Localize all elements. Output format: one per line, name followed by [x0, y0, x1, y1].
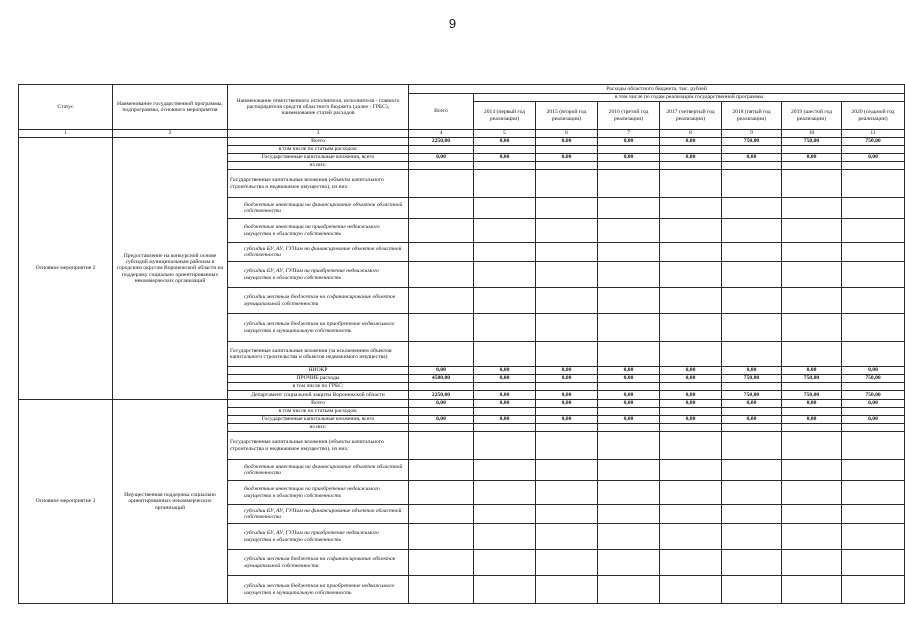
value-cell [660, 198, 722, 219]
value-cell [598, 424, 660, 432]
value-cell [782, 146, 842, 154]
row-label: из них: [228, 162, 409, 170]
value-cell [474, 170, 536, 198]
value-cell [660, 162, 722, 170]
value-cell [409, 342, 474, 367]
value-cell [474, 550, 536, 576]
value-cell [536, 198, 598, 219]
index-cell: 8 [660, 130, 722, 138]
value-cell [536, 481, 598, 505]
value-cell [598, 524, 660, 550]
value-cell [782, 383, 842, 391]
index-cell: 2 [113, 130, 228, 138]
index-cell: 1 [19, 130, 113, 138]
value-cell [660, 243, 722, 262]
value-cell [474, 288, 536, 314]
value-cell: 0,00 [536, 391, 598, 400]
value-cell: 0,00 [842, 367, 905, 375]
value-cell [782, 408, 842, 416]
value-cell [842, 383, 905, 391]
value-cell: 750,00 [722, 391, 782, 400]
value-cell [782, 524, 842, 550]
value-cell: 0,00 [660, 154, 722, 162]
value-cell [474, 314, 536, 342]
value-cell [536, 170, 598, 198]
value-cell [598, 288, 660, 314]
header-year-2016: 2016 (третий год реализации) [598, 102, 660, 130]
value-cell [409, 432, 474, 460]
value-cell: 0,00 [474, 391, 536, 400]
value-cell [598, 243, 660, 262]
value-cell [842, 424, 905, 432]
value-cell: 750,00 [842, 391, 905, 400]
value-cell [409, 243, 474, 262]
row-label: Государственные капитальные вложения, всего [228, 154, 409, 162]
value-cell: 0,00 [782, 400, 842, 408]
value-cell [842, 505, 905, 524]
value-cell [660, 262, 722, 288]
value-cell [842, 198, 905, 219]
value-cell [409, 288, 474, 314]
index-cell: 6 [536, 130, 598, 138]
value-cell [409, 162, 474, 170]
value-cell: 0,00 [598, 391, 660, 400]
row-label: Департамент социальной защиты Воронежской области [228, 391, 409, 400]
value-cell [782, 162, 842, 170]
value-cell: 0,00 [536, 154, 598, 162]
row-label: в том числе по статьям расходов: [228, 408, 409, 416]
header-year-2017: 2017 (четвертый год реализации) [660, 102, 722, 130]
value-cell: 0,00 [474, 138, 536, 146]
value-cell [536, 576, 598, 604]
value-cell [660, 383, 722, 391]
value-cell: 2250,00 [409, 138, 474, 146]
value-cell [722, 383, 782, 391]
value-cell [842, 524, 905, 550]
value-cell [598, 342, 660, 367]
value-cell [782, 198, 842, 219]
value-cell [474, 162, 536, 170]
table-row [19, 138, 905, 146]
value-cell [782, 576, 842, 604]
value-cell [474, 524, 536, 550]
value-cell [660, 146, 722, 154]
value-cell [722, 505, 782, 524]
value-cell [660, 288, 722, 314]
value-cell [409, 481, 474, 505]
value-cell [474, 408, 536, 416]
value-cell [409, 314, 474, 342]
value-cell [598, 460, 660, 481]
value-cell [722, 481, 782, 505]
value-cell [474, 262, 536, 288]
value-cell: 0,00 [409, 416, 474, 424]
value-cell [782, 262, 842, 288]
row-label: субсидии местным бюджетам на приобретение недвижимого имущества в муниципальную собственность [228, 576, 409, 604]
row-label: бюджетные инвестиции на финансирование объектов областной собственности [228, 460, 409, 481]
value-cell [598, 198, 660, 219]
value-cell [782, 432, 842, 460]
program-name-cell: Предоставление на конкурсной основе субсидий муниципальным районам и городским округам Воронежской области на поддержку социально ориентированных некоммерческих организаций [113, 138, 228, 400]
value-cell: 0,00 [409, 154, 474, 162]
value-cell [660, 481, 722, 505]
value-cell: 4500,00 [409, 375, 474, 383]
value-cell [474, 460, 536, 481]
index-cell: 7 [598, 130, 660, 138]
value-cell: 0,00 [782, 416, 842, 424]
value-cell [409, 505, 474, 524]
value-cell [536, 243, 598, 262]
value-cell [722, 198, 782, 219]
value-cell: 0,00 [598, 154, 660, 162]
header-total: Всего [409, 94, 474, 130]
value-cell [782, 505, 842, 524]
value-cell [536, 460, 598, 481]
value-cell [660, 432, 722, 460]
status-cell: Основное мероприятие 3 [19, 400, 113, 604]
value-cell [660, 576, 722, 604]
value-cell: 0,00 [842, 154, 905, 162]
value-cell: 0,00 [474, 375, 536, 383]
value-cell [598, 262, 660, 288]
value-cell [598, 146, 660, 154]
value-cell [536, 219, 598, 243]
value-cell [782, 460, 842, 481]
value-cell: 2250,00 [409, 391, 474, 400]
value-cell [782, 550, 842, 576]
value-cell [660, 424, 722, 432]
value-cell: 0,00 [536, 375, 598, 383]
header-year-2014: 2014 (первый год реализации) [474, 102, 536, 130]
value-cell [782, 481, 842, 505]
value-cell: 0,00 [536, 400, 598, 408]
value-cell [536, 550, 598, 576]
value-cell [598, 383, 660, 391]
value-cell [660, 505, 722, 524]
header-year-2019: 2019 (шестой год реализации) [782, 102, 842, 130]
value-cell [722, 170, 782, 198]
value-cell [536, 524, 598, 550]
value-cell: 0,00 [842, 400, 905, 408]
value-cell [782, 342, 842, 367]
value-cell [536, 408, 598, 416]
value-cell [842, 576, 905, 604]
value-cell [842, 342, 905, 367]
value-cell [474, 342, 536, 367]
row-label: Всего [228, 400, 409, 408]
value-cell [660, 550, 722, 576]
row-label: Государственные капитальные вложения (объекты капитального строительства и недвижимое имущество), из них: [228, 432, 409, 460]
index-cell: 11 [842, 130, 905, 138]
value-cell [660, 219, 722, 243]
value-cell [842, 262, 905, 288]
value-cell [409, 424, 474, 432]
value-cell: 0,00 [722, 400, 782, 408]
row-label: Государственные капитальные вложения (за исключением объектов капитального строительства и объектов недвижимого имущества) [228, 342, 409, 367]
row-label: субсидии БУ, АУ, ГУПам на приобретение недвижимого имущества в областную собственность [228, 524, 409, 550]
value-cell: 750,00 [842, 375, 905, 383]
header-program: Наименование государственной программы, подпрограммы, основного мероприятия [113, 85, 228, 130]
value-cell [409, 219, 474, 243]
value-cell: 0,00 [782, 154, 842, 162]
value-cell [842, 146, 905, 154]
value-cell [660, 524, 722, 550]
header-year-2018: 2018 (пятый год реализации) [722, 102, 782, 130]
value-cell [722, 314, 782, 342]
index-cell: 5 [474, 130, 536, 138]
budget-table [18, 84, 905, 604]
row-label: субсидии местным бюджетам на софинансирование объектов муниципальной собственности [228, 288, 409, 314]
value-cell [842, 460, 905, 481]
value-cell: 0,00 [842, 416, 905, 424]
index-cell: 4 [409, 130, 474, 138]
value-cell [474, 576, 536, 604]
row-label: бюджетные инвестиции на приобретение недвижимого имущества в областную собственность [228, 481, 409, 505]
value-cell [536, 342, 598, 367]
row-label: бюджетные инвестиции на приобретение недвижимого имущества в областную собственность [228, 219, 409, 243]
value-cell: 750,00 [722, 138, 782, 146]
value-cell: 0,00 [409, 367, 474, 375]
value-cell: 0,00 [660, 375, 722, 383]
index-cell: 3 [228, 130, 409, 138]
value-cell [842, 408, 905, 416]
value-cell [842, 314, 905, 342]
row-label: субсидии местным бюджетам на приобретение недвижимого имущества в муниципальную собственность [228, 314, 409, 342]
value-cell [782, 243, 842, 262]
row-label: субсидии местным бюджетам на софинансирование объектов муниципальной собственности [228, 550, 409, 576]
value-cell: 0,00 [474, 400, 536, 408]
row-label: субсидии БУ, АУ, ГУПам на финансирование объектов областной собственности [228, 243, 409, 262]
table-row [19, 400, 905, 408]
value-cell: 0,00 [598, 367, 660, 375]
row-label: Всего [228, 138, 409, 146]
value-cell [474, 505, 536, 524]
value-cell: 0,00 [536, 367, 598, 375]
value-cell [722, 288, 782, 314]
value-cell [842, 432, 905, 460]
value-cell [598, 481, 660, 505]
value-cell [722, 550, 782, 576]
value-cell: 0,00 [536, 416, 598, 424]
value-cell [782, 424, 842, 432]
value-cell [474, 432, 536, 460]
value-cell [474, 243, 536, 262]
value-cell [782, 314, 842, 342]
value-cell: 0,00 [598, 375, 660, 383]
value-cell: 0,00 [722, 154, 782, 162]
value-cell [598, 432, 660, 460]
value-cell [722, 460, 782, 481]
value-cell [474, 146, 536, 154]
row-label: НИОКР [228, 367, 409, 375]
value-cell [536, 162, 598, 170]
row-label: из них: [228, 424, 409, 432]
value-cell [474, 219, 536, 243]
value-cell [722, 432, 782, 460]
row-label: бюджетные инвестиции на финансирование объектов областной собственности [228, 198, 409, 219]
value-cell [722, 424, 782, 432]
value-cell [598, 170, 660, 198]
value-cell [782, 288, 842, 314]
value-cell [598, 505, 660, 524]
value-cell [409, 170, 474, 198]
program-name-cell: Имущественная поддержка социально ориентированных некоммерческих организаций [113, 400, 228, 604]
value-cell: 750,00 [842, 138, 905, 146]
row-label: в том числе по ГРБС: [228, 383, 409, 391]
index-cell: 9 [722, 130, 782, 138]
value-cell: 0,00 [722, 367, 782, 375]
value-cell [782, 219, 842, 243]
value-cell: 750,00 [722, 375, 782, 383]
value-cell [722, 146, 782, 154]
header-executor: Наименование ответственного исполнителя, исполнителя - главного распорядителя средств областного бюджета (далее - ГРБС), наименование статей расходов [228, 85, 409, 130]
value-cell [598, 162, 660, 170]
row-label: Государственные капитальные вложения, всего [228, 416, 409, 424]
value-cell: 0,00 [598, 138, 660, 146]
value-cell [536, 424, 598, 432]
value-cell [722, 219, 782, 243]
value-cell [409, 460, 474, 481]
value-cell [660, 460, 722, 481]
value-cell [409, 262, 474, 288]
header-year-2015: 2015 (второй год реализации) [536, 102, 598, 130]
value-cell [409, 146, 474, 154]
value-cell: 0,00 [474, 416, 536, 424]
value-cell [536, 505, 598, 524]
row-label: субсидии БУ, АУ, ГУПам на финансирование объектов областной собственности [228, 505, 409, 524]
value-cell [722, 262, 782, 288]
value-cell [722, 342, 782, 367]
value-cell [722, 408, 782, 416]
value-cell [660, 408, 722, 416]
value-cell: 0,00 [474, 367, 536, 375]
value-cell [409, 198, 474, 219]
value-cell [474, 383, 536, 391]
value-cell [536, 288, 598, 314]
header-expenses: Расходы областного бюджета, тыс. рублей [409, 85, 905, 94]
value-cell [660, 314, 722, 342]
row-label: Государственные капитальные вложения (объекты капитального строительства и недвижимое имущество), из них: [228, 170, 409, 198]
value-cell [536, 314, 598, 342]
row-label: в том числе по статьям расходов: [228, 146, 409, 154]
value-cell [409, 383, 474, 391]
value-cell: 0,00 [660, 367, 722, 375]
header-status: Статус [19, 85, 113, 130]
value-cell [474, 481, 536, 505]
page-number: 9 [448, 16, 457, 31]
status-cell: Основное мероприятие 2 [19, 138, 113, 400]
value-cell [536, 262, 598, 288]
value-cell [722, 576, 782, 604]
index-cell: 10 [782, 130, 842, 138]
value-cell [598, 408, 660, 416]
value-cell: 0,00 [598, 400, 660, 408]
value-cell: 0,00 [660, 400, 722, 408]
header-by-year: в том числе по годам реализации государственной программы [474, 94, 905, 102]
value-cell: 0,00 [782, 367, 842, 375]
value-cell [536, 383, 598, 391]
value-cell [842, 219, 905, 243]
value-cell [842, 481, 905, 505]
value-cell: 0,00 [474, 154, 536, 162]
value-cell [722, 524, 782, 550]
row-label: субсидии БУ, АУ, ГУПам на приобретение недвижимого имущества в областную собственность [228, 262, 409, 288]
value-cell: 0,00 [536, 138, 598, 146]
value-cell [598, 219, 660, 243]
value-cell: 0,00 [409, 400, 474, 408]
value-cell [660, 170, 722, 198]
value-cell [842, 550, 905, 576]
value-cell [842, 288, 905, 314]
value-cell: 0,00 [722, 416, 782, 424]
value-cell [722, 162, 782, 170]
row-label: ПРОЧИЕ расходы [228, 375, 409, 383]
value-cell [660, 342, 722, 367]
value-cell: 0,00 [598, 416, 660, 424]
value-cell [409, 550, 474, 576]
value-cell [598, 576, 660, 604]
value-cell [409, 408, 474, 416]
value-cell: 750,00 [782, 138, 842, 146]
value-cell [409, 524, 474, 550]
value-cell [474, 424, 536, 432]
value-cell [722, 243, 782, 262]
value-cell: 0,00 [660, 416, 722, 424]
value-cell [782, 170, 842, 198]
value-cell [842, 162, 905, 170]
header-year-2020: 2020 (седьмой год реализации) [842, 102, 905, 130]
value-cell [474, 198, 536, 219]
value-cell [536, 432, 598, 460]
value-cell [598, 550, 660, 576]
value-cell: 750,00 [782, 391, 842, 400]
value-cell [842, 170, 905, 198]
value-cell [536, 146, 598, 154]
value-cell [409, 576, 474, 604]
value-cell [598, 314, 660, 342]
value-cell: 750,00 [782, 375, 842, 383]
value-cell: 0,00 [660, 138, 722, 146]
value-cell [842, 243, 905, 262]
value-cell: 0,00 [660, 391, 722, 400]
